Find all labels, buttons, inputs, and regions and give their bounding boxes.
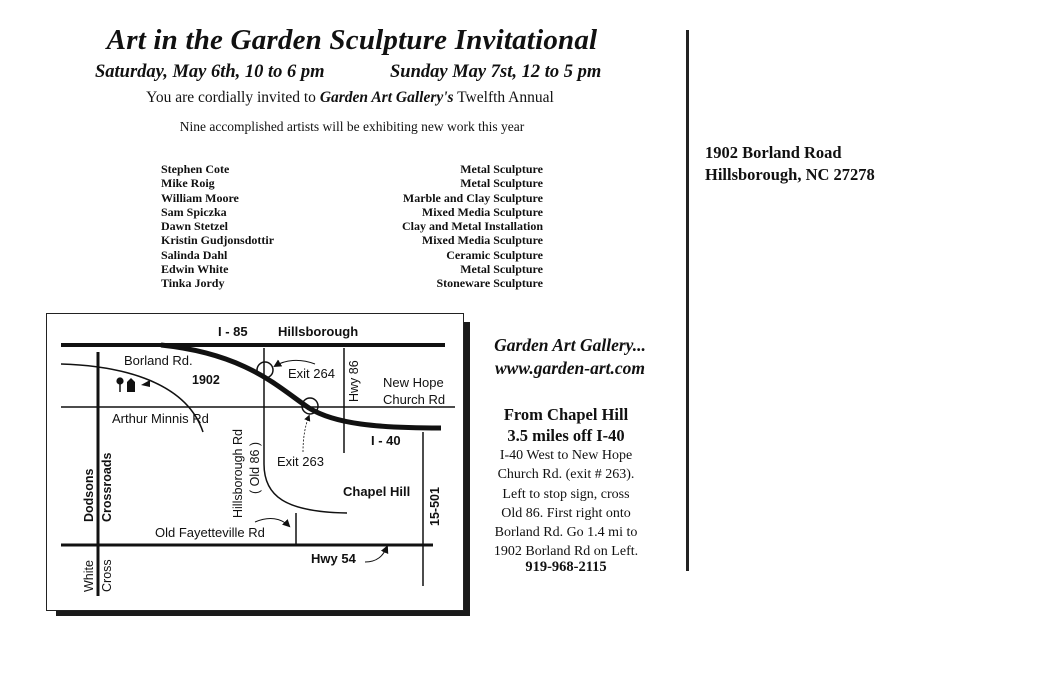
exit-264-label: Exit 264 — [288, 366, 335, 381]
artist-row — [161, 233, 543, 247]
artist-medium: Metal Sculpture — [460, 162, 543, 176]
directions-line: Left to stop sign, cross — [502, 486, 630, 502]
gallery-info — [470, 334, 670, 380]
mailing-address — [705, 142, 875, 186]
arthur-minnis-label: Arthur Minnis Rd — [112, 411, 209, 426]
borland-rd-label: Borland Rd. — [124, 353, 193, 368]
exit-263-arrow — [303, 416, 309, 452]
artist-row — [161, 191, 543, 205]
artist-name: Tinka Jordy — [161, 276, 225, 291]
white-label: White — [82, 560, 96, 592]
church-rd-label: Church Rd — [383, 392, 446, 407]
dodsons-label: Dodsons — [82, 468, 96, 522]
route-15501-label: 15-501 — [428, 487, 442, 526]
artist-row — [161, 262, 543, 276]
directions-heading — [466, 404, 666, 446]
artist-row — [161, 219, 543, 233]
directions-line: Borland Rd. Go 1.4 mi to — [494, 525, 638, 541]
artist-row — [161, 205, 543, 219]
artist-row — [161, 176, 543, 190]
i40-label: I - 40 — [371, 433, 401, 448]
artist-name: Kristin Gudjonsdottir — [161, 233, 275, 248]
address-line-1: 1902 Borland Road — [705, 143, 842, 162]
i85-label: I - 85 — [218, 324, 248, 339]
chapel-hill-label: Chapel Hill — [343, 484, 411, 499]
gallery-name: Garden Art Gallery... — [494, 335, 646, 355]
artist-row — [161, 162, 543, 176]
artist-name: Salinda Dahl — [161, 247, 228, 262]
artist-row — [161, 276, 543, 290]
artist-medium: Metal Sculpture — [460, 176, 543, 191]
invite-gallery-name: Garden Art Gallery's — [319, 89, 454, 106]
sunday-hours: Sunday May 7st, 12 to 5 pm — [390, 62, 602, 82]
directions-map — [46, 313, 464, 611]
artist-medium: Marble and Clay Sculpture — [402, 190, 543, 205]
hillsborough-label: Hillsborough — [278, 324, 359, 339]
phone-number: 919-968-2115 — [525, 559, 607, 575]
old-fayetteville-label: Old Fayetteville Rd — [155, 525, 265, 540]
event-title: Art in the Garden Sculpture Invitational — [106, 24, 598, 56]
artist-name: William Moore — [161, 190, 239, 205]
vertical-divider — [686, 30, 689, 571]
old86-label: ( Old 86 ) — [248, 441, 262, 494]
hwy54-arrow — [365, 547, 387, 562]
invitation-line — [0, 89, 700, 107]
address-number-label: 1902 — [192, 373, 220, 387]
directions-text — [466, 446, 666, 562]
artist-medium: Clay and Metal Installation — [401, 219, 543, 234]
gallery-website: www.garden-art.com — [494, 358, 646, 378]
hwy54-label: Hwy 54 — [311, 551, 356, 566]
artist-name: Stephen Cote — [161, 162, 230, 176]
artist-medium: Mixed Media Sculpture — [421, 233, 543, 248]
artist-name: Mike Roig — [161, 176, 215, 191]
directions-line: Church Rd. (exit # 263). — [497, 467, 635, 483]
hwy86-label: Hwy 86 — [347, 360, 361, 402]
artist-medium: Metal Sculpture — [460, 262, 543, 277]
artists-intro: Nine accomplished artists will be exhibiting new work this year — [179, 119, 525, 134]
artist-medium: Stoneware Sculpture — [436, 276, 543, 291]
directions-distance: 3.5 miles off I-40 — [507, 426, 625, 445]
artist-row — [161, 248, 543, 262]
artist-name: Sam Spiczka — [161, 204, 227, 219]
address-line-2: Hillsborough, NC 27278 — [705, 165, 875, 184]
saturday-hours: Saturday, May 6th, 10 to 6 pm — [95, 62, 325, 82]
artist-name: Edwin White — [161, 262, 229, 277]
artist-medium: Mixed Media Sculpture — [421, 204, 543, 219]
artist-name: Dawn Stetzel — [161, 219, 228, 234]
crossroads-label: Crossroads — [100, 452, 114, 522]
exit-263-label: Exit 263 — [277, 454, 324, 469]
directions-from: From Chapel Hill — [503, 405, 629, 424]
artist-medium: Ceramic Sculpture — [446, 247, 543, 262]
directions-line: I-40 West to New Hope — [499, 448, 633, 463]
map-canvas — [47, 314, 463, 610]
hillsborough-rd-label: Hillsborough Rd — [231, 429, 245, 518]
new-hope-label: New Hope — [383, 375, 444, 390]
cross-label: Cross — [100, 559, 114, 592]
artist-list — [161, 162, 543, 291]
directions-line: 1902 Borland Rd on Left. — [493, 544, 639, 560]
invite-suffix: Twelfth Annual — [453, 89, 554, 106]
gallery-location-icon — [116, 377, 150, 392]
invite-prefix: You are cordially invited to — [146, 89, 320, 106]
directions-line: Old 86. First right onto — [501, 505, 631, 521]
